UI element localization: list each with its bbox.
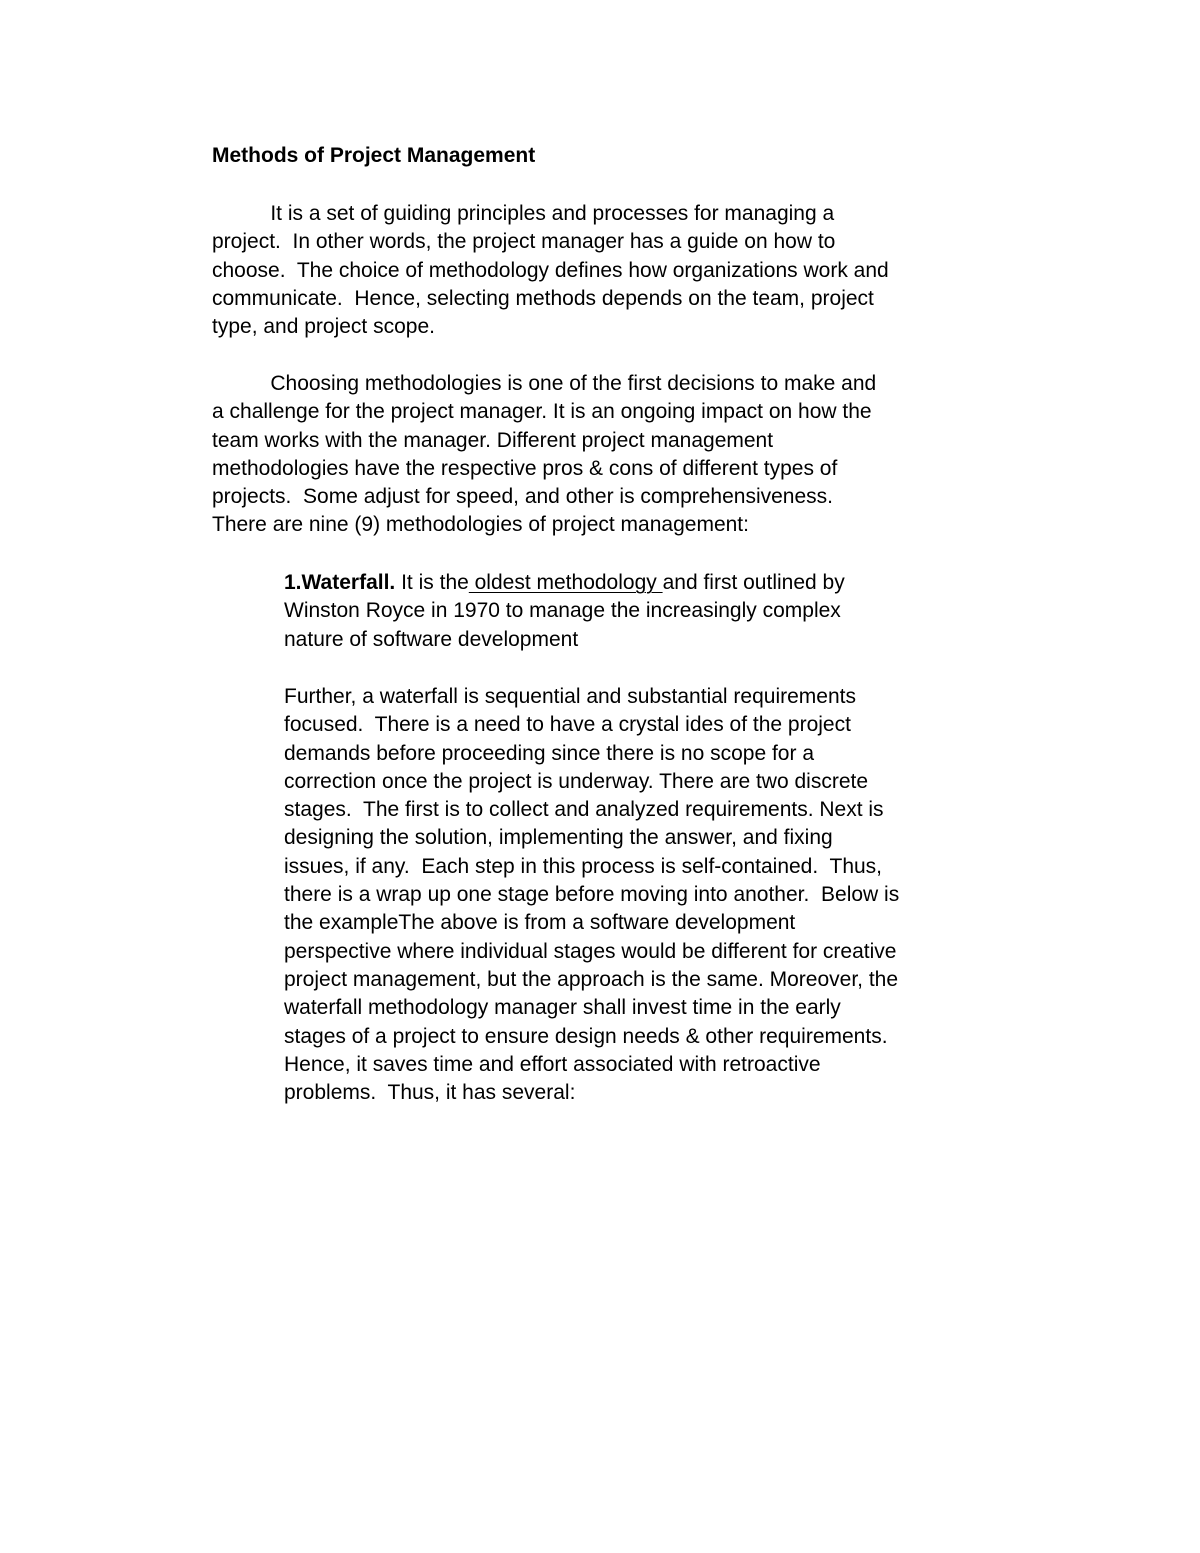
text-line: issues, if any. Each step in this process is self-contained. Thus,	[284, 854, 883, 878]
text-line: project. In other words, the project manager has a guide on how to	[212, 230, 836, 254]
text-line: projects. Some adjust for speed, and other is comprehensiveness.	[212, 485, 833, 509]
text-line: a challenge for the project manager. It is an ongoing impact on how the	[212, 400, 872, 424]
text-fragment: It is the	[395, 571, 469, 594]
text-line: designing the solution, implementing the answer, and fixing	[284, 826, 833, 850]
text-fragment: and first outlined by	[662, 571, 845, 594]
waterfall-heading: 1.Waterfall.	[284, 571, 396, 594]
text-line: type, and project scope.	[212, 315, 435, 339]
document-title: Methods of Project Management	[212, 144, 536, 167]
intro-paragraph	[212, 200, 889, 341]
text-line: correction once the project is underway. There are two discrete	[284, 769, 869, 793]
text-line: stages of a project to ensure design needs & other requirements.	[284, 1024, 888, 1048]
text-line: demands before proceeding since there is no scope for a	[284, 741, 814, 765]
text-line: Winston Royce in 1970 to manage the increasingly complex	[284, 599, 841, 623]
text-line: team works with the manager. Different project management	[212, 428, 774, 452]
text-line: nature of software development	[284, 627, 579, 651]
methodology-choice-paragraph	[212, 370, 876, 540]
text-line: communicate. Hence, selecting methods depends on the team, project	[212, 286, 874, 310]
text-line: problems. Thus, it has several:	[284, 1081, 576, 1105]
text-line: choose. The choice of methodology defines how organizations work and	[212, 258, 889, 282]
text-line: It is a set of guiding principles and processes for managing a	[212, 202, 835, 225]
text-line: Hence, it saves time and effort associated with retroactive	[284, 1052, 821, 1076]
text-line: perspective where individual stages would be different for creative	[284, 939, 897, 963]
oldest-methodology-link-text: oldest methodology	[468, 571, 663, 594]
text-line: project management, but the approach is the same. Moreover, the	[284, 967, 899, 991]
text-line: waterfall methodology manager shall invest time in the early	[284, 996, 841, 1020]
text-line: the exampleThe above is from a software development	[284, 911, 796, 935]
text-line: focused. There is a need to have a crystal ides of the project	[284, 713, 851, 737]
text-line: There are nine (9) methodologies of project management:	[212, 513, 749, 537]
text-line: Further, a waterfall is sequential and substantial requirements	[284, 685, 856, 708]
waterfall-detail-paragraph	[284, 683, 899, 1107]
text-line: there is a wrap up one stage before moving into another. Below is	[284, 883, 900, 907]
waterfall-item	[284, 569, 845, 654]
text-line: Choosing methodologies is one of the first decisions to make and	[212, 372, 877, 395]
text-line: methodologies have the respective pros & cons of different types of	[212, 456, 838, 480]
text-line: stages. The first is to collect and analyzed requirements. Next is	[284, 798, 884, 822]
